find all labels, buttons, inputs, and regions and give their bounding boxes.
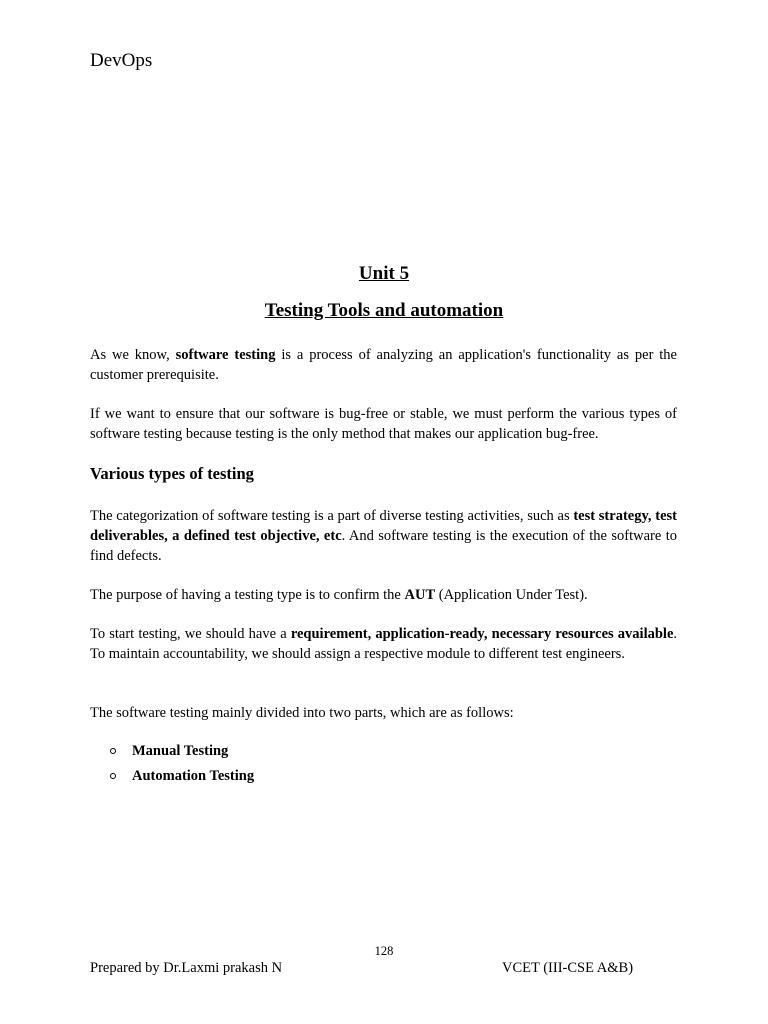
unit-title: Unit 5 (358, 263, 410, 284)
bold-term: requirement, application-ready, necessary resources available (290, 626, 674, 642)
section-heading: Various types of testing (90, 464, 254, 483)
paragraph-bug-free (90, 404, 677, 444)
paragraph-text: is a process of analyzing an application's functionality as per the customer prerequisite. (90, 347, 677, 383)
paragraph-text: If we want to ensure that our software is bug-free or stable, we must perform the various types of software testing because testing is the only method that makes our application bug-free. (90, 406, 677, 442)
bold-term: test strategy, test deliverables, a defined test objective, etc (90, 508, 677, 544)
list-item-label: Manual Testing (132, 743, 229, 759)
paragraph-text: The purpose of having a testing type is to confirm the (90, 587, 405, 603)
page-number: 128 (374, 944, 394, 958)
circle-bullet-icon (110, 773, 116, 779)
paragraph-two-parts (90, 703, 677, 723)
paragraph-start-testing (90, 624, 677, 664)
paragraph-purpose (90, 585, 677, 605)
paragraph-categorization (90, 506, 677, 566)
footer-author: Prepared by Dr.Laxmi prakash N (90, 960, 283, 976)
testing-types-list (110, 741, 254, 791)
list-item (110, 741, 254, 766)
paragraph-text: (Application Under Test). (435, 587, 588, 603)
bold-term: software testing (175, 347, 276, 363)
paragraph-text: The categorization of software testing is a part of diverse testing activities, such as (90, 508, 574, 524)
footer-course: VCET (III-CSE A&B) (502, 960, 634, 976)
bold-term: AUT (404, 587, 436, 603)
paragraph-text: . And software testing is the execution of the software to find defects. (90, 528, 677, 564)
paragraph-text: As we know, (90, 347, 176, 363)
chapter-title: Testing Tools and automation (264, 300, 504, 321)
paragraph-text: To start testing, we should have a (90, 626, 291, 642)
list-item-label: Automation Testing (132, 768, 255, 784)
paragraph-text: . To maintain accountability, we should assign a respective module to different test engineers. (90, 626, 678, 662)
running-header: DevOps (90, 50, 153, 71)
paragraph-intro (90, 345, 677, 385)
paragraph-text: The software testing mainly divided into two parts, which are as follows: (90, 705, 514, 721)
circle-bullet-icon (110, 748, 116, 754)
list-item (110, 766, 254, 791)
